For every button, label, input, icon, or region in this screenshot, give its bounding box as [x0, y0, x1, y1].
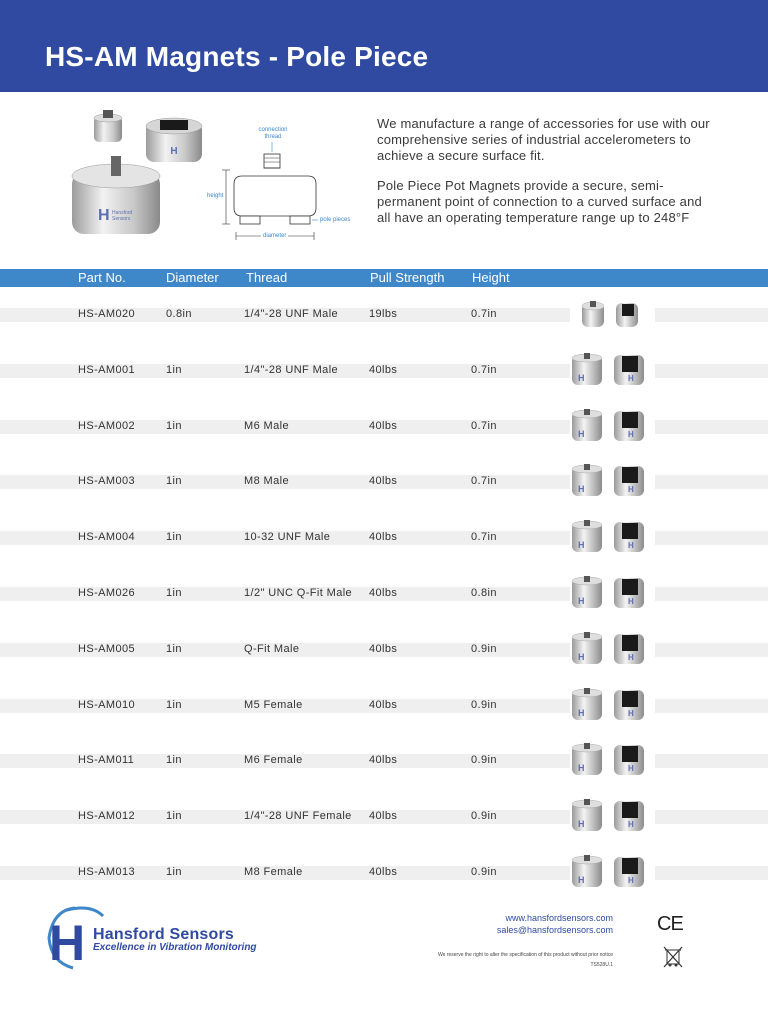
cell-pull-strength: 40lbs	[369, 363, 398, 376]
product-table	[0, 287, 768, 901]
header-part-no: Part No.	[78, 270, 126, 285]
svg-text:H: H	[578, 819, 585, 830]
row-stripe	[655, 531, 768, 545]
cell-height: 0.9in	[471, 810, 497, 823]
svg-text:H: H	[628, 485, 634, 495]
table-row	[0, 845, 768, 901]
svg-text:H: H	[49, 915, 86, 971]
cell-height: 0.9in	[471, 865, 497, 878]
row-stripe	[655, 699, 768, 713]
svg-text:H: H	[578, 484, 585, 495]
product-thumbnail	[570, 630, 650, 670]
cell-thread: 1/4"-28 UNF Male	[244, 308, 339, 320]
cell-pull-strength: 19lbs	[369, 308, 398, 320]
svg-text:H: H	[578, 372, 585, 383]
cell-thread: 1/4"-28 UNF Female	[244, 810, 352, 823]
product-thumbnail	[570, 351, 650, 391]
product-thumbnail	[570, 797, 650, 837]
svg-text:H: H	[170, 146, 178, 157]
cell-pull-strength: 40lbs	[369, 754, 398, 767]
row-stripe	[655, 643, 768, 657]
row-stripe	[655, 866, 768, 880]
page-header	[0, 0, 768, 92]
row-stripe	[655, 364, 768, 378]
cell-pull-strength: 40lbs	[369, 531, 398, 544]
svg-text:H: H	[578, 651, 585, 662]
cell-diameter: 1in	[166, 865, 182, 878]
cell-thread: 1/4"-28 UNF Male	[244, 363, 339, 376]
product-photo	[60, 108, 220, 248]
header-pull-strength: Pull Strength	[370, 270, 445, 285]
header-thread: Thread	[246, 270, 288, 285]
cell-part-no: HS-AM002	[78, 419, 135, 432]
cell-part-no: HS-AM012	[78, 810, 135, 823]
table-row	[0, 678, 768, 734]
cell-height: 0.9in	[471, 642, 497, 655]
svg-text:H: H	[578, 428, 585, 439]
cell-part-no: HS-AM004	[78, 531, 135, 544]
table-row	[0, 510, 768, 566]
product-thumbnail	[570, 741, 650, 781]
cell-part-no: HS-AM011	[78, 754, 135, 767]
contact-info	[497, 912, 613, 936]
product-thumbnail	[570, 407, 650, 447]
cell-part-no: HS-AM020	[78, 308, 135, 320]
svg-text:H: H	[628, 429, 634, 439]
svg-text:H: H	[628, 820, 634, 830]
cell-diameter: 1in	[166, 363, 182, 376]
svg-text:H: H	[98, 207, 110, 224]
table-row	[0, 733, 768, 789]
svg-text:H: H	[578, 763, 585, 774]
cell-pull-strength: 40lbs	[369, 865, 398, 878]
cell-diameter: 1in	[166, 698, 182, 711]
table-row	[0, 287, 768, 343]
svg-text:H: H	[628, 708, 634, 718]
intro-text	[377, 116, 717, 240]
svg-text:H: H	[628, 596, 634, 606]
cell-thread: Q-Fit Male	[244, 642, 300, 655]
document-code: TS528U.1	[590, 962, 613, 968]
cell-part-no: HS-AM005	[78, 642, 135, 655]
cell-pull-strength: 40lbs	[369, 586, 398, 599]
table-header	[0, 269, 768, 287]
table-row	[0, 566, 768, 622]
product-thumbnail	[570, 574, 650, 614]
product-thumbnail	[570, 518, 650, 558]
svg-text:H: H	[628, 541, 634, 551]
header-height: Height	[472, 270, 510, 285]
cell-height: 0.9in	[471, 698, 497, 711]
email-link[interactable]: sales@hansfordsensors.com	[496, 925, 613, 935]
cell-thread: M8 Female	[244, 865, 303, 878]
cell-diameter: 1in	[166, 810, 182, 823]
cell-diameter: 1in	[166, 754, 182, 767]
cell-height: 0.7in	[471, 419, 497, 432]
row-stripe	[655, 810, 768, 824]
table-row	[0, 343, 768, 399]
table-row	[0, 622, 768, 678]
cell-pull-strength: 40lbs	[369, 475, 398, 488]
connection-label: connection thread	[258, 127, 288, 140]
intro-paragraph-1: We manufacture a range of accessories for use with our comprehensive series of industrial accelerometers to achieve a secure surface fit.	[377, 116, 710, 163]
cell-height: 0.7in	[471, 308, 497, 320]
page-title: HS-AM Magnets - Pole Piece	[45, 41, 429, 72]
cell-diameter: 1in	[166, 419, 182, 432]
svg-text:H: H	[628, 764, 634, 774]
cell-height: 0.9in	[471, 754, 497, 767]
svg-text:Hansford: Hansford	[112, 210, 133, 216]
cell-thread: M6 Male	[244, 419, 289, 432]
cell-part-no: HS-AM001	[78, 363, 135, 376]
pole-pieces-label: pole pieces	[320, 217, 351, 223]
cell-height: 0.7in	[471, 531, 497, 544]
svg-text:H: H	[628, 373, 634, 383]
svg-text:H: H	[578, 540, 585, 551]
brand-name: Hansford Sensors	[93, 926, 235, 943]
cell-height: 0.8in	[471, 586, 497, 599]
cell-pull-strength: 40lbs	[369, 698, 398, 711]
dimension-diagram	[200, 120, 365, 250]
cell-pull-strength: 40lbs	[369, 810, 398, 823]
svg-text:H: H	[578, 874, 585, 885]
ce-mark: CE	[657, 913, 683, 935]
cell-thread: 10-32 UNF Male	[244, 531, 331, 544]
diameter-label: diameter	[263, 233, 287, 239]
svg-text:H: H	[578, 595, 585, 606]
cell-part-no: HS-AM010	[78, 698, 135, 711]
header-diameter: Diameter	[166, 270, 219, 285]
svg-text:H: H	[628, 652, 634, 662]
cell-part-no: HS-AM003	[78, 475, 135, 488]
cell-height: 0.7in	[471, 475, 497, 488]
disclaimer-text: We reserve the right to alter the specification of this product without prior notice	[438, 952, 613, 958]
cell-thread: M5 Female	[244, 698, 303, 711]
product-thumbnail	[570, 686, 650, 726]
row-stripe	[655, 587, 768, 601]
svg-text:H: H	[628, 875, 634, 885]
product-thumbnail	[570, 853, 650, 893]
cell-diameter: 1in	[166, 475, 182, 488]
cell-diameter: 1in	[166, 586, 182, 599]
cell-thread: M6 Female	[244, 754, 303, 767]
cell-pull-strength: 40lbs	[369, 419, 398, 432]
website-link[interactable]: www.hansfordsensors.com	[505, 913, 613, 923]
cell-pull-strength: 40lbs	[369, 642, 398, 655]
table-row	[0, 454, 768, 510]
row-stripe	[655, 308, 768, 322]
svg-text:H: H	[578, 707, 585, 718]
height-label: height	[207, 193, 224, 199]
product-thumbnail	[570, 295, 650, 335]
table-row	[0, 399, 768, 455]
svg-text:Sensors: Sensors	[112, 216, 131, 222]
cell-thread: M8 Male	[244, 475, 289, 488]
cell-diameter: 0.8in	[166, 308, 192, 320]
table-row	[0, 789, 768, 845]
intro-paragraph-2: Pole Piece Pot Magnets provide a secure, semi-permanent point of connection to a curved surface and all have an operating temperature range up to 248°F	[377, 178, 702, 225]
row-stripe	[655, 475, 768, 489]
cell-height: 0.7in	[471, 363, 497, 376]
cell-diameter: 1in	[166, 531, 182, 544]
row-stripe	[655, 420, 768, 434]
weee-bin-icon	[662, 945, 684, 969]
brand-tagline: Excellence in Vibration Monitoring	[93, 942, 257, 953]
row-stripe	[655, 754, 768, 768]
cell-diameter: 1in	[166, 642, 182, 655]
cell-part-no: HS-AM026	[78, 586, 135, 599]
cell-thread: 1/2" UNC Q-Fit Male	[244, 586, 353, 599]
product-thumbnail	[570, 462, 650, 502]
cell-part-no: HS-AM013	[78, 865, 135, 878]
